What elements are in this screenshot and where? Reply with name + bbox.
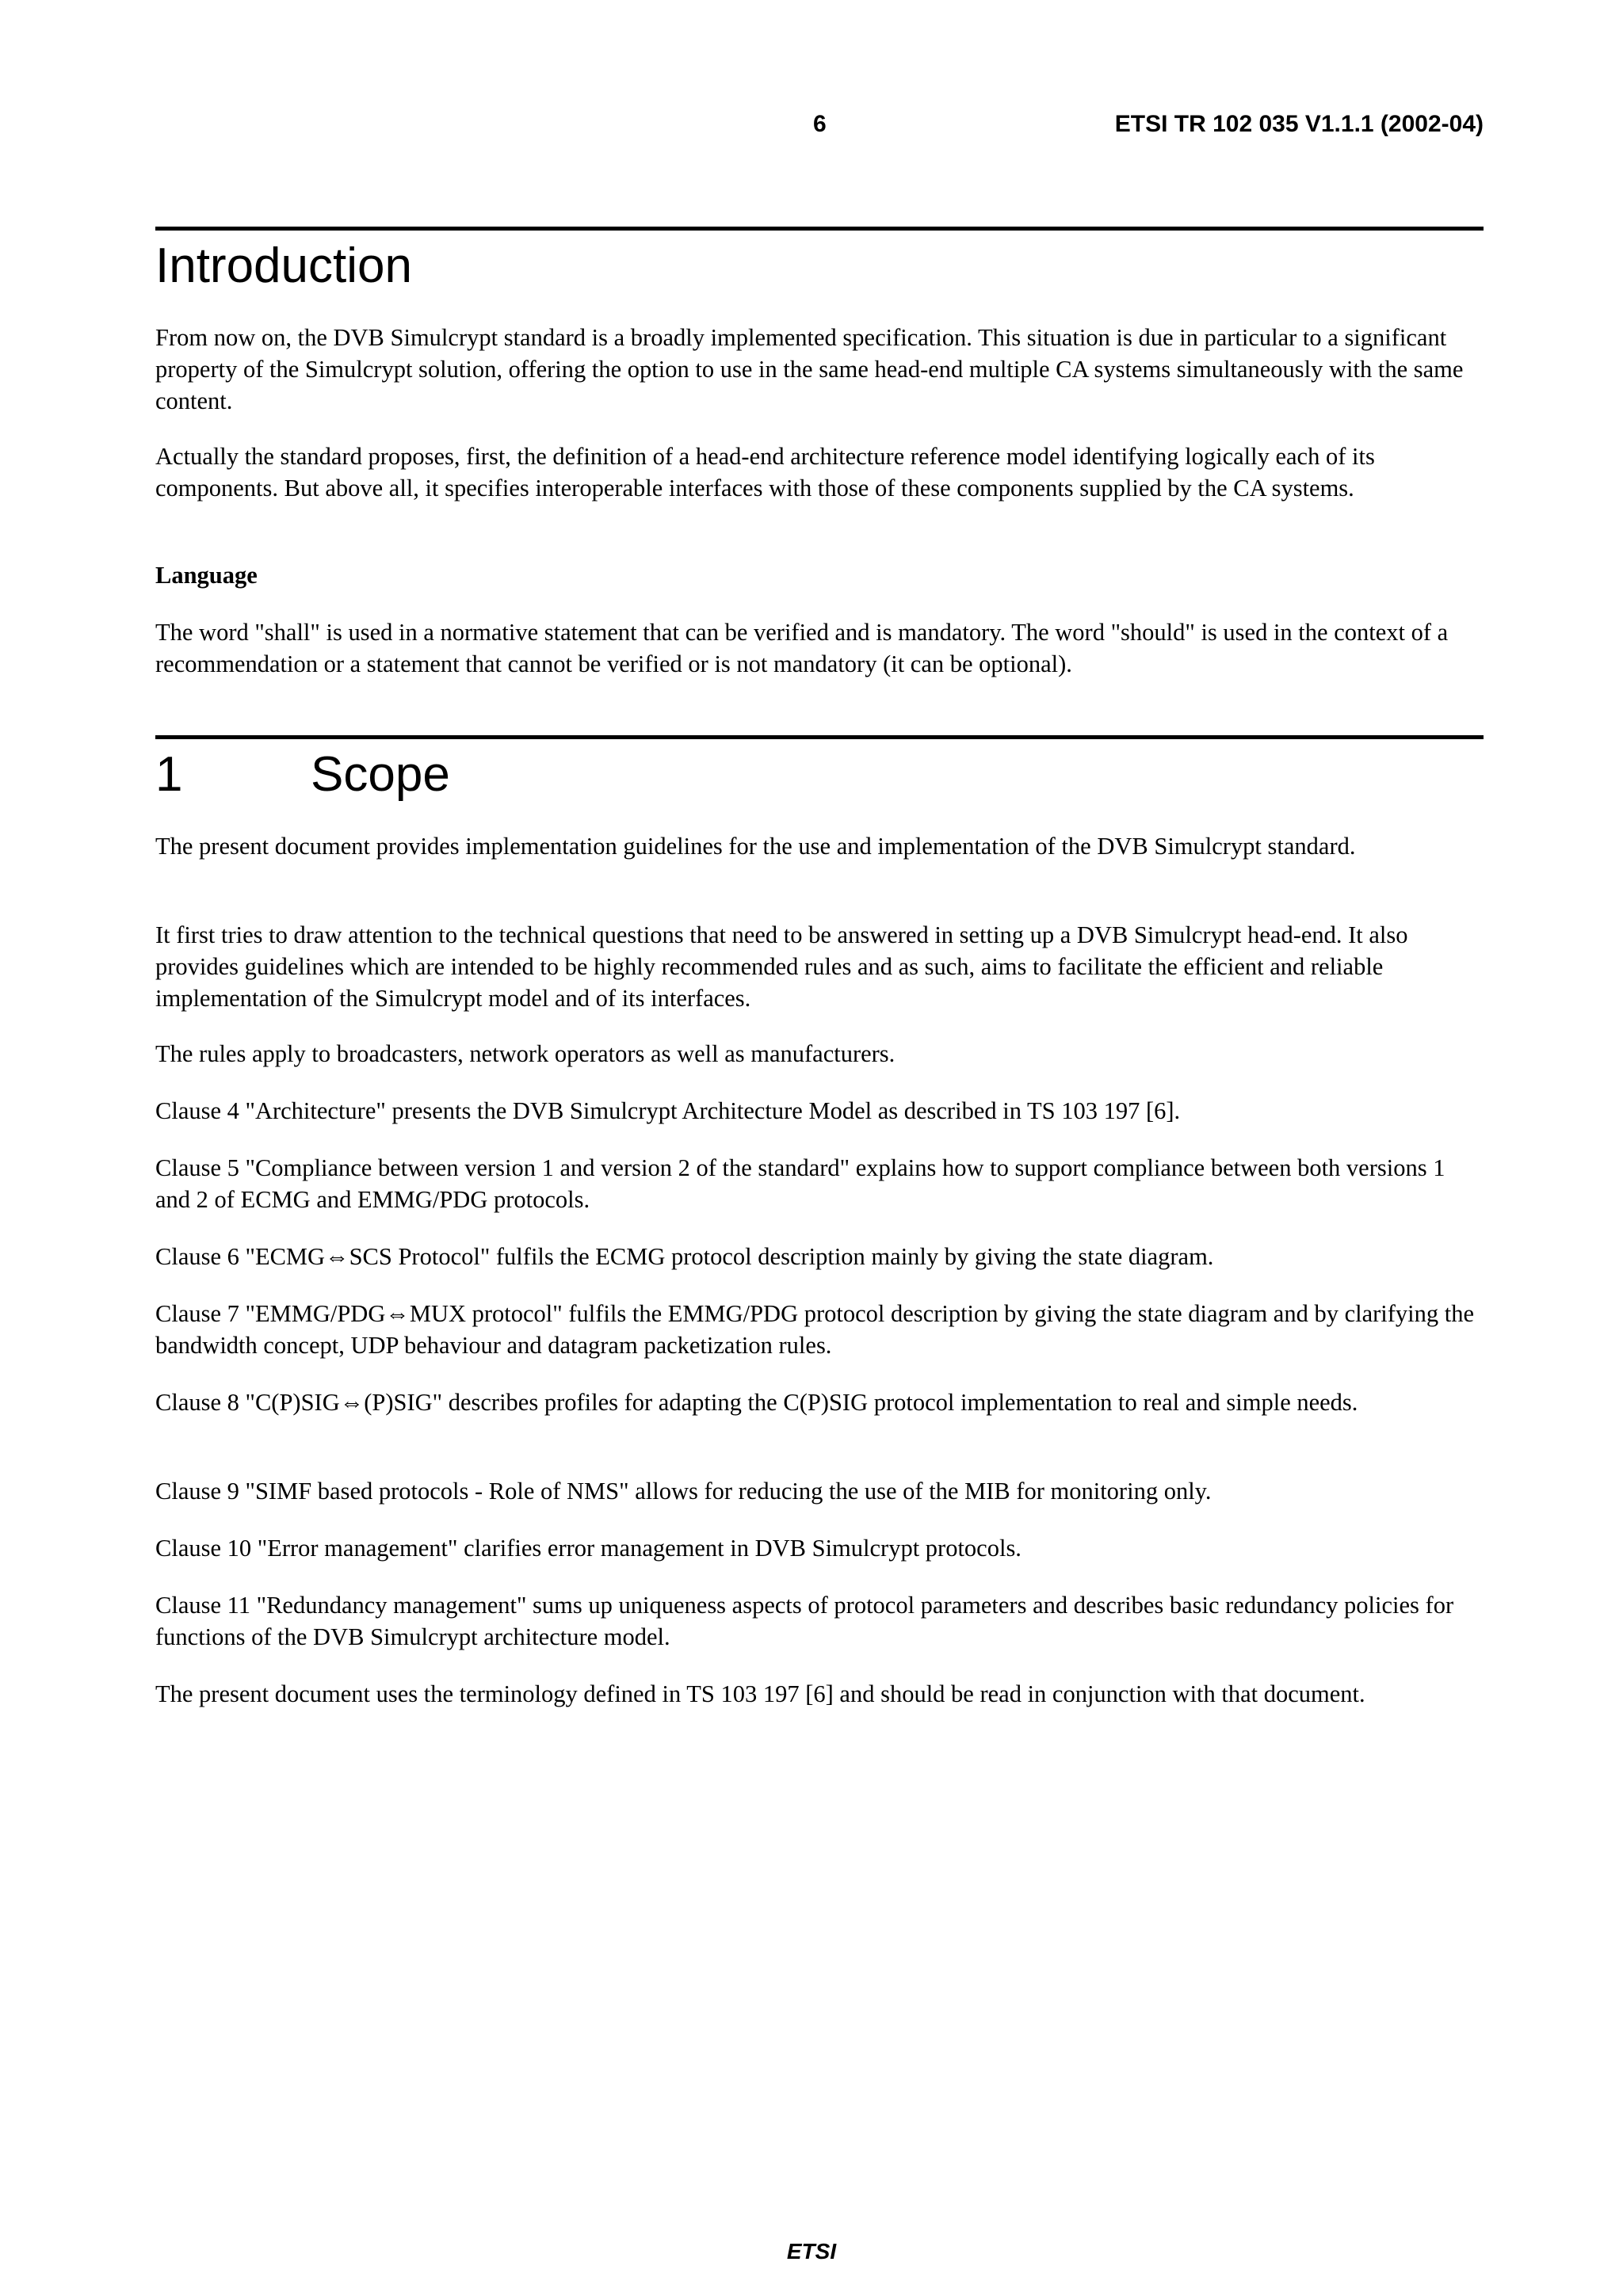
introduction-paragraph: Actually the standard proposes, first, the definition of a head-end architecture reference model identifying logically each of its components. But above all, it specifies interoperable interfaces with those of these components supplied by the CA systems. [155, 443, 1375, 502]
scope-section-number: 1 [155, 747, 183, 802]
scope-paragraph: Clause 6 "ECMG⇔SCS Protocol" fulfils the ECMG protocol description mainly by giving the state diagram. [155, 1243, 1214, 1270]
scope-paragraph: It first tries to draw attention to the technical questions that need to be answered in setting up a DVB Simulcrypt head-end. It also provides guidelines which are intended to be highly recommended rules and as such, aims to facilitate the efficient and reliable implementation of the Simulcrypt model and of its interfaces. [155, 921, 1408, 1012]
scope-paragraph: Clause 8 "C(P)SIG⇔(P)SIG" describes profiles for adapting the C(P)SIG protocol implementation to real and simple needs. [155, 1389, 1358, 1416]
introduction-heading: Introduction [155, 238, 412, 293]
scope-paragraph: The rules apply to broadcasters, network operators as well as manufacturers. [155, 1040, 896, 1067]
scope-paragraph: Clause 10 "Error management" clarifies error management in DVB Simulcrypt protocols. [155, 1535, 1022, 1562]
scope-paragraph: The present document provides implementation guidelines for the use and implementation of the DVB Simulcrypt standard. [155, 833, 1356, 860]
introduction-heading-rule [155, 227, 1484, 231]
page-number: 6 [813, 111, 827, 137]
scope-section-title: Scope [311, 747, 450, 802]
page-header [155, 111, 1484, 151]
scope-paragraph: Clause 7 "EMMG/PDG⇔MUX protocol" fulfils the EMMG/PDG protocol description by giving the state diagram and by clarifying the bandwidth concept, UDP behaviour and datagram packetization rules. [155, 1300, 1475, 1359]
scope-heading-rule [155, 735, 1484, 739]
scope-paragraph: Clause 11 "Redundancy management" sums up uniqueness aspects of protocol parameters and describes basic redundancy policies for functions of the DVB Simulcrypt architecture model. [155, 1592, 1454, 1650]
scope-paragraph: Clause 5 "Compliance between version 1 and version 2 of the standard" explains how to support compliance between both versions 1 and 2 of ECMG and EMMG/PDG protocols. [155, 1154, 1445, 1213]
page-footer: ETSI [786, 2239, 837, 2264]
document-identifier: ETSI TR 102 035 V1.1.1 (2002-04) [1114, 111, 1484, 137]
language-paragraph: The word "shall" is used in a normative statement that can be verified and is mandatory. The word "should" is used in the context of a recommendation or a statement that cannot be verified or is not mandatory (it can be optional). [155, 619, 1449, 677]
scope-paragraph: Clause 9 "SIMF based protocols - Role of NMS" allows for reducing the use of the MIB for monitoring only. [155, 1478, 1212, 1505]
scope-paragraph: The present document uses the terminology defined in TS 103 197 [6] and should be read in conjunction with that document. [155, 1680, 1365, 1707]
language-subheading: Language [155, 562, 258, 589]
scope-heading [155, 748, 450, 802]
introduction-paragraph: From now on, the DVB Simulcrypt standard is a broadly implemented specification. This situation is due in particular to a significant property of the Simulcrypt solution, offering the option to use in the same head-end multiple CA systems simultaneously with the same content. [155, 324, 1464, 414]
scope-paragraph: Clause 4 "Architecture" presents the DVB Simulcrypt Architecture Model as described in TS 103 197 [6]. [155, 1097, 1181, 1124]
